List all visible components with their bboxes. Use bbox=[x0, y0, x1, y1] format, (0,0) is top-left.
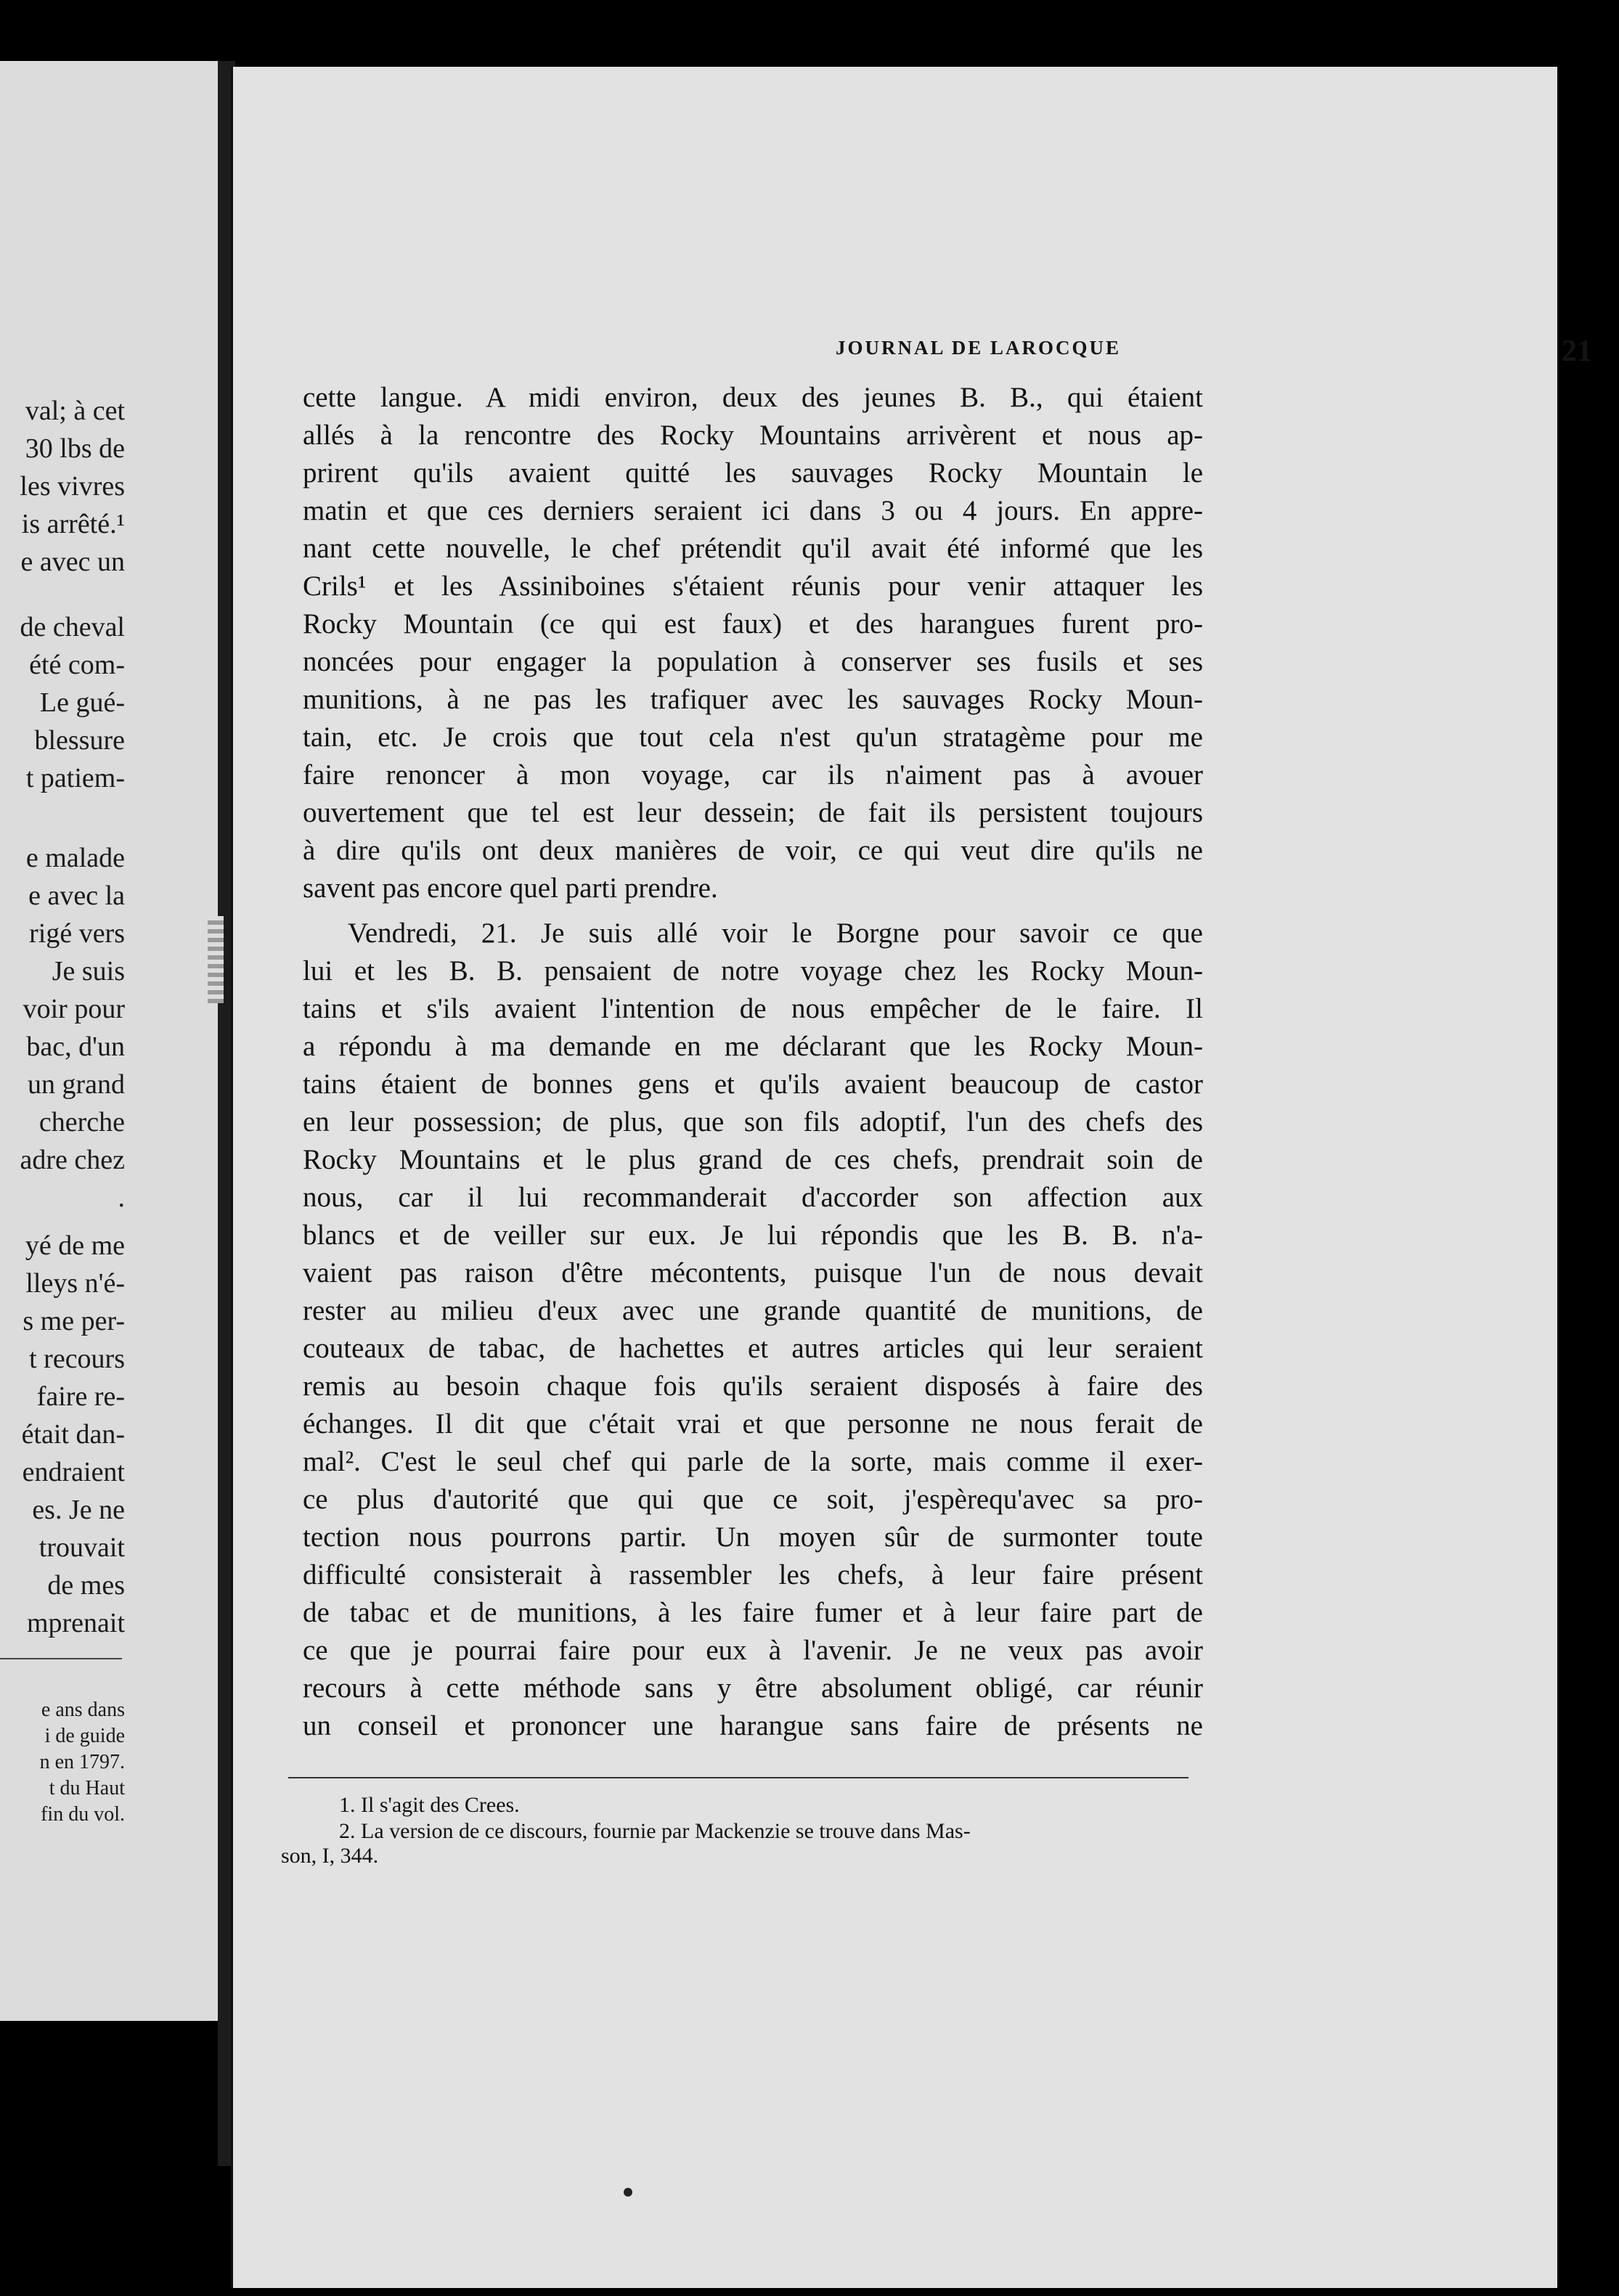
text-line: ouvertement que tel est leur dessein; de fait ils persistent toujours bbox=[303, 797, 1203, 828]
facing-line: voir pour bbox=[23, 994, 125, 1024]
facing-line: de mes bbox=[47, 1570, 125, 1601]
text-line: nous, car il lui recommanderait d'accorder son affection aux bbox=[303, 1182, 1203, 1213]
text-line: remis au besoin chaque fois qu'ils seraient disposés à faire des bbox=[303, 1370, 1203, 1402]
facing-line: adre chez bbox=[20, 1145, 125, 1175]
facing-line: faire re- bbox=[36, 1381, 125, 1412]
text-line: ce que je pourrai faire pour eux à l'avenir. Je ne veux pas avoir bbox=[303, 1635, 1203, 1666]
facing-line: yé de me bbox=[25, 1230, 125, 1261]
facing-line: de cheval bbox=[20, 612, 125, 642]
text-line: prirent qu'ils avaient quitté les sauvages Rocky Mountain le bbox=[303, 457, 1203, 489]
facing-note-line: e ans dans bbox=[41, 1699, 125, 1721]
text-line: lui et les B. B. pensaient de notre voyage chez les Rocky Moun- bbox=[303, 955, 1203, 986]
text-line: cette langue. A midi environ, deux des jeunes B. B., qui étaient bbox=[303, 382, 1203, 413]
text-line: tains et s'ils avaient l'intention de nous empêcher de le faire. Il bbox=[303, 993, 1203, 1024]
text-line: à dire qu'ils ont deux manières de voir, ce qui veut dire qu'ils ne bbox=[303, 835, 1203, 866]
text-line: de tabac et de munitions, à les faire fumer et à leur faire part de bbox=[303, 1597, 1203, 1628]
text-line: Crils¹ et les Assiniboines s'étaient réunis pour venir attaquer les bbox=[303, 571, 1203, 602]
text-line: recours à cette méthode sans y être absolument obligé, car réunir bbox=[303, 1672, 1203, 1704]
text-line: mal². C'est le seul chef qui parle de la sorte, mais comme il exer- bbox=[303, 1446, 1203, 1477]
facing-note-line: t du Haut bbox=[49, 1777, 125, 1799]
facing-line: blessure bbox=[34, 725, 125, 756]
text-line: allés à la rencontre des Rocky Mountains arrivèrent et nous ap- bbox=[303, 420, 1203, 451]
facing-line: était dan- bbox=[21, 1419, 125, 1450]
text-line: vaient pas raison d'être mécontents, puisque l'un de nous devait bbox=[303, 1257, 1203, 1288]
running-title: JOURNAL DE LAROCQUE bbox=[836, 337, 1122, 359]
text-line: Rocky Mountains et le plus grand de ces chefs, prendrait soin de bbox=[303, 1144, 1203, 1175]
text-line: noncées pour engager la population à conserver ses fusils et ses bbox=[303, 646, 1203, 677]
page-number: 21 bbox=[1562, 335, 1592, 368]
book-page bbox=[231, 67, 1592, 2288]
print-speck bbox=[624, 2188, 632, 2197]
footnote-1: 1. Il s'agit des Crees. bbox=[339, 1793, 520, 1817]
text-line: ce plus d'autorité que qui que ce soit, j'espèrequ'avec sa pro- bbox=[303, 1484, 1203, 1515]
facing-line: les vivres bbox=[20, 471, 125, 502]
facing-line: e avec la bbox=[28, 881, 125, 911]
facing-page bbox=[0, 61, 218, 2021]
facing-line: un grand bbox=[27, 1069, 125, 1100]
facing-footnote-rule bbox=[0, 1658, 122, 1659]
facing-line: is arrêté.¹ bbox=[21, 509, 125, 539]
binding-marks bbox=[208, 916, 224, 1003]
facing-line: Je suis bbox=[52, 956, 125, 986]
paragraph-start-line: Vendredi, 21. Je suis allé voir le Borgne pour savoir ce que bbox=[348, 918, 1203, 949]
facing-line: trouvait bbox=[38, 1532, 125, 1563]
facing-line: es. Je ne bbox=[32, 1495, 125, 1525]
facing-line: mprenait bbox=[26, 1608, 125, 1638]
text-line: matin et que ces derniers seraient ici dans 3 ou 4 jours. En appre- bbox=[303, 495, 1203, 526]
facing-note-line: fin du vol. bbox=[41, 1803, 125, 1826]
facing-line: 30 lbs de bbox=[25, 433, 125, 464]
running-head bbox=[603, 334, 1592, 377]
text-line: tection nous pourrons partir. Un moyen sûr de surmonter toute bbox=[303, 1521, 1203, 1553]
text-line: un conseil et prononcer une harangue sans faire de présents ne bbox=[303, 1710, 1203, 1741]
facing-line: été com- bbox=[29, 650, 125, 680]
facing-line: Le gué- bbox=[39, 687, 125, 718]
footnote-2-continued: son, I, 344. bbox=[281, 1844, 379, 1868]
facing-line: endraient bbox=[22, 1457, 125, 1487]
text-line: tain, etc. Je crois que tout cela n'est qu'un stratagème pour me bbox=[303, 722, 1203, 753]
facing-line: rigé vers bbox=[29, 918, 125, 949]
facing-line: lleys n'é- bbox=[25, 1268, 125, 1299]
facing-line: . bbox=[118, 1182, 125, 1213]
facing-line: e avec un bbox=[20, 547, 125, 577]
facing-line: s me per- bbox=[23, 1306, 125, 1336]
facing-line: bac, d'un bbox=[26, 1031, 125, 1062]
facing-line: e malade bbox=[25, 843, 125, 873]
text-line: faire renoncer à mon voyage, car ils n'aiment pas à avouer bbox=[303, 759, 1203, 790]
text-line: savent pas encore quel parti prendre. bbox=[303, 873, 718, 904]
text-line: rester au milieu d'eux avec une grande quantité de munitions, de bbox=[303, 1295, 1203, 1326]
text-line: nant cette nouvelle, le chef prétendit qu'il avait été informé que les bbox=[303, 533, 1203, 564]
facing-note-line: n en 1797. bbox=[39, 1751, 125, 1773]
text-line: Rocky Mountain (ce qui est faux) et des harangues furent pro- bbox=[303, 608, 1203, 640]
text-line: tains étaient de bonnes gens et qu'ils avaient beaucoup de castor bbox=[303, 1069, 1203, 1100]
facing-line: val; à cet bbox=[25, 396, 125, 426]
text-line: blancs et de veiller sur eux. Je lui répondis que les B. B. n'a- bbox=[303, 1220, 1203, 1251]
text-line: en leur possession; de plus, que son fils adoptif, l'un des chefs des bbox=[303, 1106, 1203, 1137]
text-line: échanges. Il dit que c'était vrai et que personne ne nous ferait de bbox=[303, 1408, 1203, 1439]
facing-line: cherche bbox=[38, 1107, 125, 1137]
facing-line: t patiem- bbox=[25, 763, 125, 793]
text-line: couteaux de tabac, de hachettes et autres articles qui leur seraient bbox=[303, 1333, 1203, 1364]
text-line: difficulté consisterait à rassembler les chefs, à leur faire présent bbox=[303, 1559, 1203, 1590]
footnote-2: 2. La version de ce discours, fournie par Mackenzie se trouve dans Mas- bbox=[339, 1819, 971, 1843]
footnote-rule bbox=[288, 1777, 1188, 1778]
text-line: munitions, à ne pas les trafiquer avec les sauvages Rocky Moun- bbox=[303, 684, 1203, 715]
facing-line: t recours bbox=[29, 1344, 125, 1374]
text-line: a répondu à ma demande en me déclarant que les Rocky Moun- bbox=[303, 1031, 1203, 1062]
facing-note-line: i de guide bbox=[44, 1725, 125, 1747]
